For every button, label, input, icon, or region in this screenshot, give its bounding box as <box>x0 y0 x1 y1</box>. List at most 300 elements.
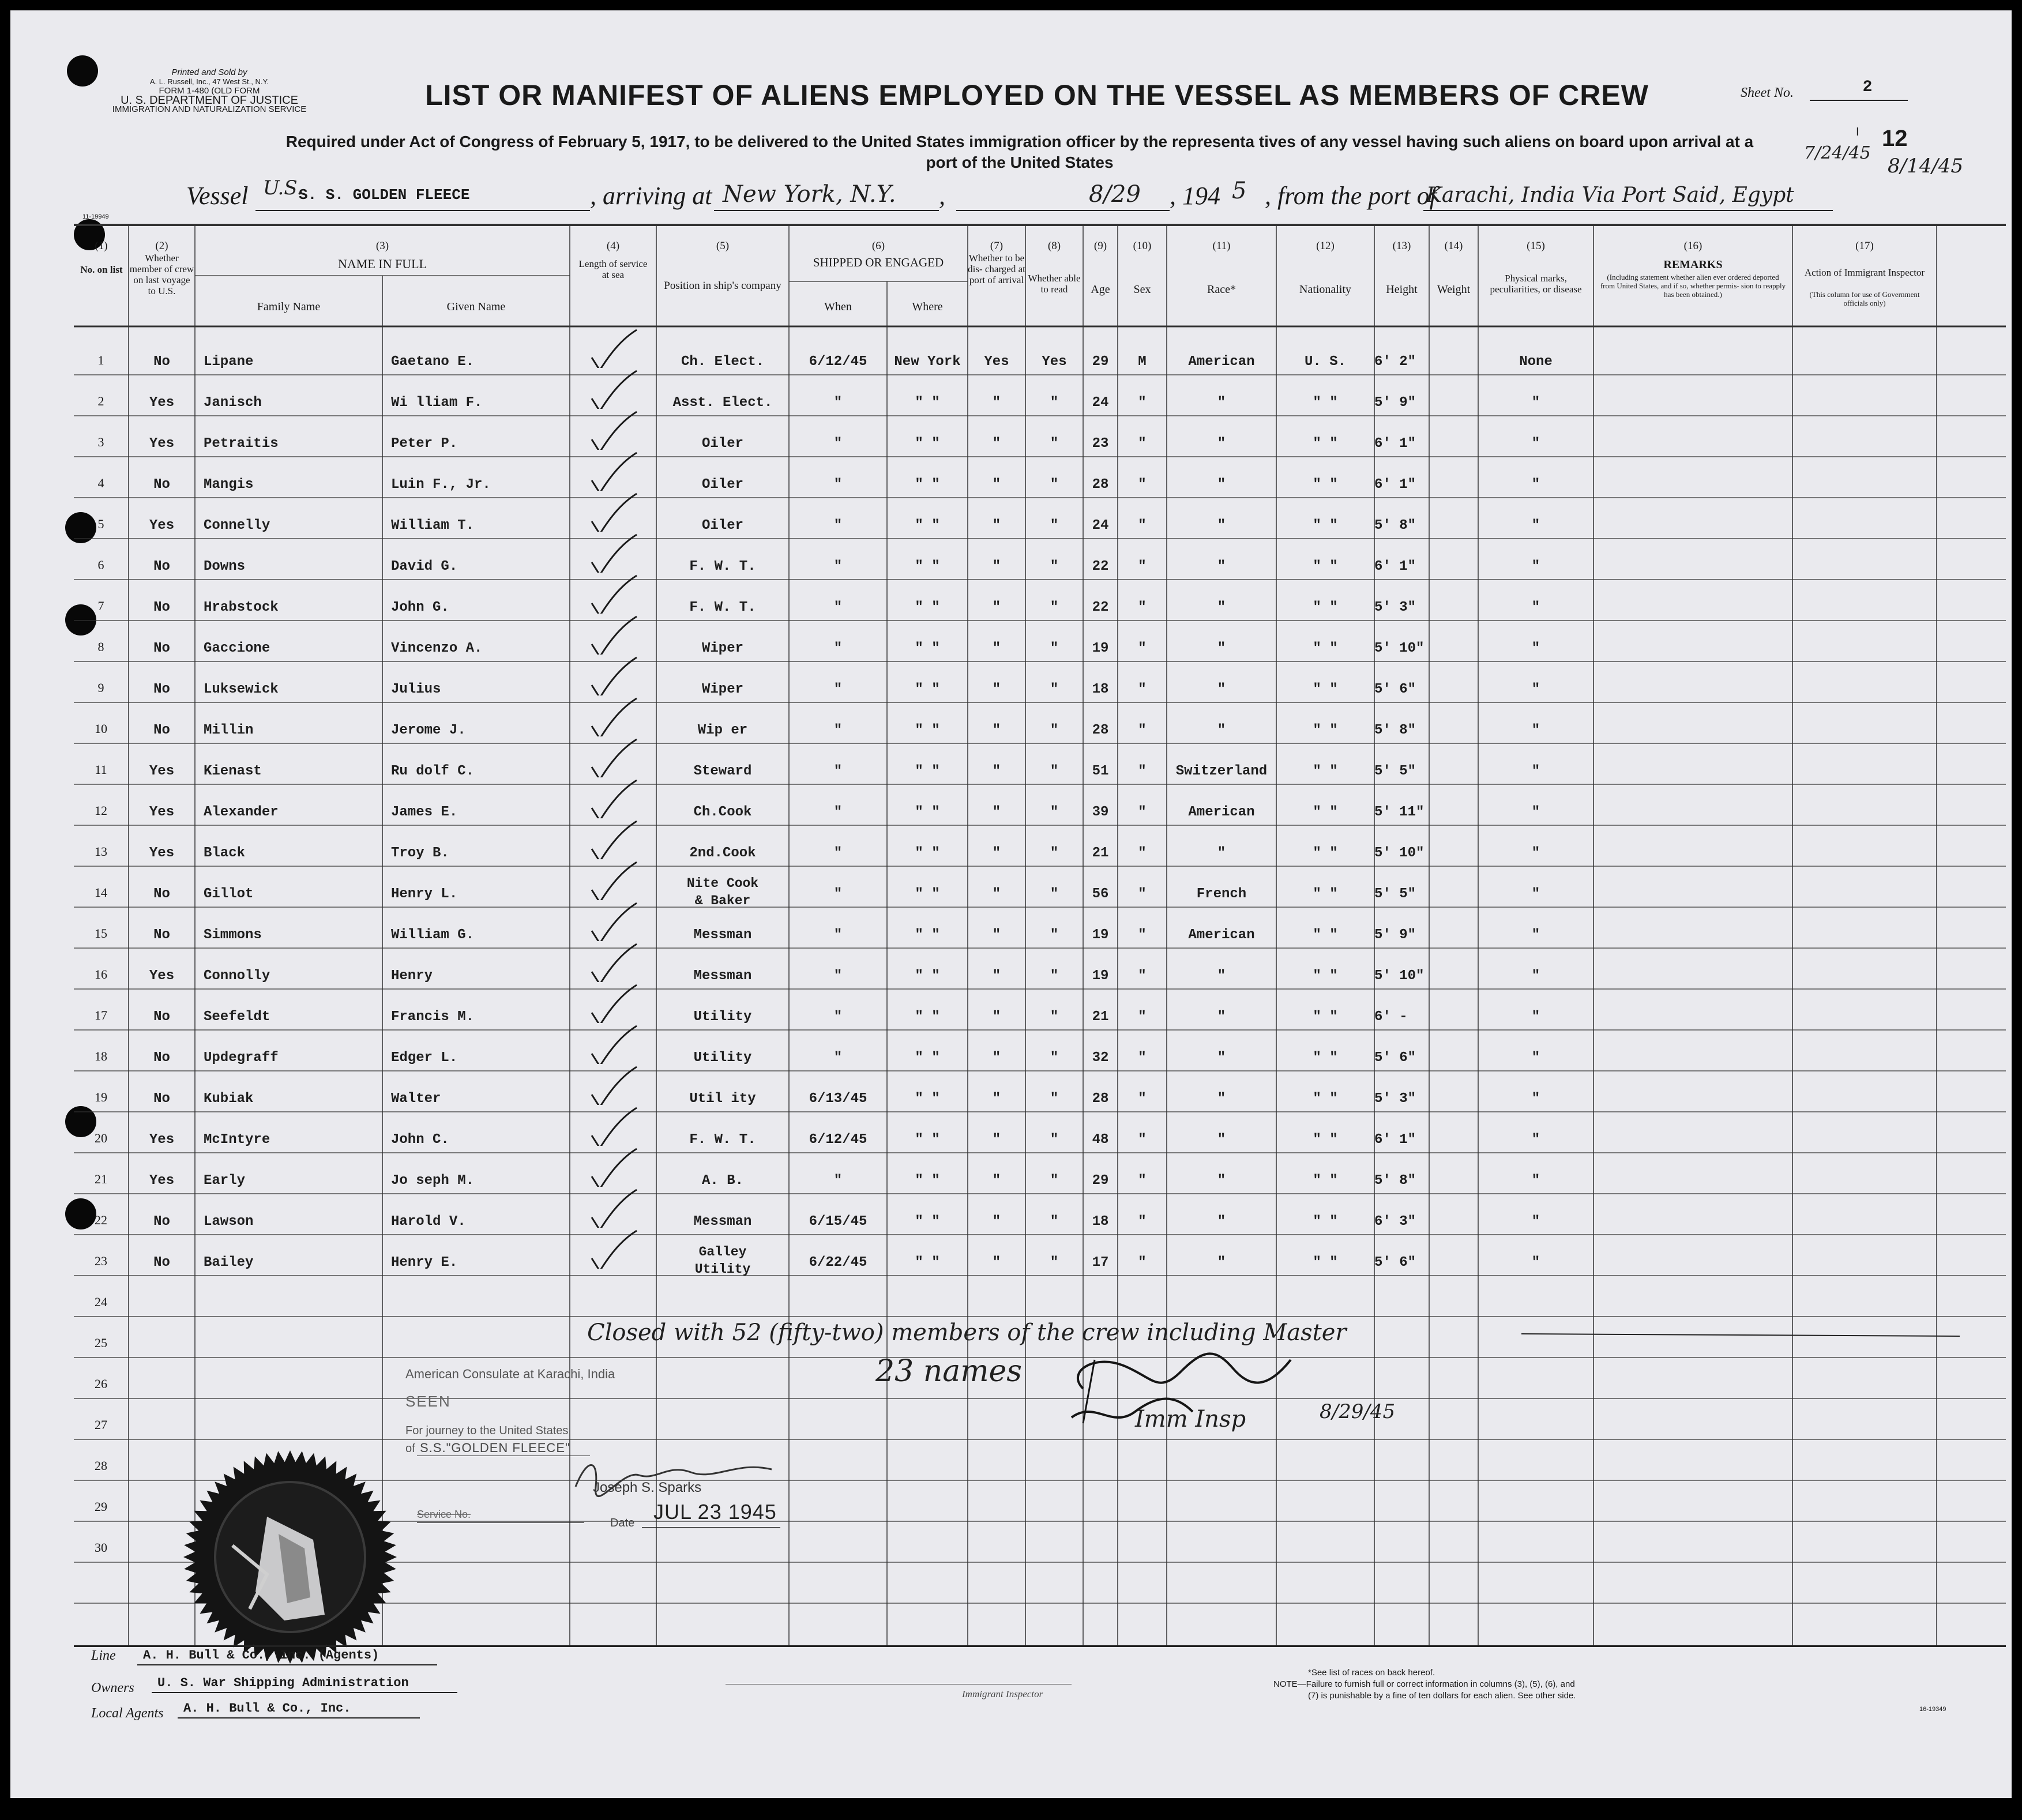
cell-height: 5' 5" <box>1374 764 1416 779</box>
cell-shipped-where: " " <box>915 1173 940 1189</box>
cell-given-name: John C. <box>391 1132 449 1148</box>
cell-discharged: " <box>992 1091 1001 1107</box>
cell-family-name: Janisch <box>204 395 262 411</box>
cell-shipped-when: " <box>833 968 843 984</box>
cell-height: 5' 8" <box>1374 723 1416 738</box>
document-title: LIST OR MANIFEST OF ALIENS EMPLOYED ON THE VESSEL AS MEMBERS OF CREW <box>425 79 1649 111</box>
count-note: 23 names <box>875 1354 1022 1389</box>
checkmark-icon <box>587 450 639 491</box>
cell-on-last-voyage: Yes <box>149 845 175 861</box>
cell-race: " <box>1217 682 1226 697</box>
vessel-name: S. S. GOLDEN FLEECE <box>299 186 470 204</box>
cell-physical-marks: " <box>1531 1214 1540 1229</box>
cell-nationality: " " <box>1313 600 1338 615</box>
cell-discharged: " <box>992 518 1001 533</box>
col10-header: Sex <box>1133 283 1151 296</box>
checkmark-icon <box>587 1146 639 1187</box>
cell-shipped-when: " <box>833 1173 843 1189</box>
cell-sex: " <box>1138 968 1147 984</box>
cell-position: Nite Cook & Baker <box>686 876 759 908</box>
cell-given-name: David G. <box>391 559 458 574</box>
row-number: 23 <box>95 1254 107 1268</box>
cell-given-name: James E. <box>391 804 458 820</box>
cell-nationality: " " <box>1313 1050 1338 1066</box>
cell-sex: " <box>1138 764 1147 779</box>
cell-able-to-read: " <box>1050 1255 1059 1270</box>
checkmark-icon <box>587 573 639 614</box>
checkmark-icon <box>587 860 639 900</box>
cell-age: 28 <box>1092 477 1109 492</box>
date-label: Date <box>610 1517 635 1529</box>
cell-shipped-where: " " <box>915 559 940 574</box>
cell-sex: " <box>1138 436 1147 452</box>
cell-shipped-when: " <box>833 395 843 411</box>
cell-discharged: " <box>992 559 1001 574</box>
cell-sex: " <box>1138 1214 1147 1229</box>
cell-age: 56 <box>1092 886 1109 902</box>
cell-on-last-voyage: No <box>153 1214 170 1229</box>
cell-given-name: Luin F., Jr. <box>391 477 491 492</box>
checkmark-icon <box>587 696 639 736</box>
cell-family-name: Lipane <box>204 354 254 370</box>
cell-shipped-when: " <box>833 764 843 779</box>
cell-height: 6' - <box>1374 1009 1408 1025</box>
form-code: 11-19949 <box>82 213 109 220</box>
arriving-port: New York, N.Y. <box>723 181 896 208</box>
row-number: 15 <box>95 926 107 941</box>
row-number: 9 <box>97 680 104 695</box>
cell-nationality: " " <box>1313 1132 1338 1148</box>
cell-family-name: Bailey <box>204 1255 254 1270</box>
cell-height: 5' 11" <box>1374 804 1425 820</box>
cell-on-last-voyage: No <box>153 1255 170 1270</box>
cell-able-to-read: " <box>1050 1091 1059 1107</box>
cell-sex: " <box>1138 477 1147 492</box>
cell-sex: " <box>1138 1255 1147 1270</box>
cell-shipped-where: " " <box>915 845 940 861</box>
col16-subheader: (Including statement whether alien ever ordered deported from United States, and if so, whether permis- sion to reapply has been obtained.) <box>1600 273 1786 299</box>
cell-age: 29 <box>1092 354 1109 370</box>
cell-discharged: " <box>992 682 1001 697</box>
cell-physical-marks: " <box>1531 968 1540 984</box>
agents-label: Local Agents <box>91 1706 164 1721</box>
service-number-label: Service No. <box>417 1509 471 1520</box>
cell-able-to-read: " <box>1050 886 1059 902</box>
cell-family-name: Alexander <box>204 804 279 820</box>
closing-note: Closed with 52 (fifty-two) members of the crew including Master <box>587 1319 1347 1346</box>
cell-able-to-read: " <box>1050 559 1059 574</box>
cell-age: 39 <box>1092 804 1109 820</box>
cell-age: 19 <box>1092 927 1109 943</box>
cell-shipped-where: " " <box>915 1214 940 1229</box>
cell-on-last-voyage: Yes <box>149 395 175 411</box>
row-number: 8 <box>97 640 104 654</box>
cell-family-name: McIntyre <box>204 1132 270 1148</box>
cell-on-last-voyage: Yes <box>149 804 175 820</box>
note-line-2: (7) is punishable by a fine of ten dollars for each alien. See other side. <box>1308 1691 1576 1701</box>
col9-header: Age <box>1091 283 1110 296</box>
cell-race: " <box>1217 1009 1226 1025</box>
col17-header: Action of Immigrant Inspector <box>1804 267 1925 278</box>
cell-physical-marks: " <box>1531 927 1540 943</box>
col1-header: No. on list <box>80 264 123 275</box>
row-number: 12 <box>95 803 107 818</box>
agents-underline <box>178 1717 420 1719</box>
cell-discharged: " <box>992 845 1001 861</box>
col4-header: Length of service at sea <box>578 258 648 280</box>
cell-family-name: Kubiak <box>204 1091 254 1107</box>
cell-family-name: Downs <box>204 559 246 574</box>
cell-shipped-when: " <box>833 682 843 697</box>
cell-height: 6' 1" <box>1374 436 1416 452</box>
row-number: 11 <box>95 762 107 777</box>
col3-num: (3) <box>375 240 389 252</box>
cell-shipped-when: " <box>833 723 843 738</box>
cell-family-name: Gillot <box>204 886 254 902</box>
row-number: 25 <box>95 1336 107 1350</box>
cell-race: " <box>1217 845 1226 861</box>
checkmark-icon <box>587 1187 639 1228</box>
cell-position: Util ity <box>689 1091 756 1107</box>
cell-shipped-when: 6/22/45 <box>809 1255 867 1270</box>
cell-sex: " <box>1138 518 1147 533</box>
cell-given-name: Gaetano E. <box>391 354 475 370</box>
cell-given-name: Vincenzo A. <box>391 641 483 656</box>
cell-position: Utility <box>693 1050 752 1066</box>
cell-able-to-read: " <box>1050 641 1059 656</box>
line-label: Line <box>91 1648 116 1663</box>
cell-nationality: " " <box>1313 559 1338 574</box>
checkmark-icon <box>587 778 639 818</box>
cell-race: " <box>1217 968 1226 984</box>
col15-header: Physical marks, peculiarities, or disease <box>1490 273 1582 295</box>
cell-position: F. W. T. <box>689 1132 756 1148</box>
cell-able-to-read: " <box>1050 1009 1059 1025</box>
cell-position: Messman <box>693 968 752 984</box>
cell-age: 18 <box>1092 682 1109 697</box>
row-number: 21 <box>95 1172 107 1186</box>
cell-given-name: Francis M. <box>391 1009 475 1025</box>
col16-header: REMARKS <box>1663 258 1723 271</box>
stamp-date: JUL 23 1945 <box>653 1500 777 1524</box>
row-number: 14 <box>95 885 107 900</box>
cell-given-name: Julius <box>391 682 441 697</box>
col3-header: NAME IN FULL <box>338 257 427 271</box>
cell-position: Ch.Cook <box>693 804 752 820</box>
cell-on-last-voyage: Yes <box>149 764 175 779</box>
cell-position: 2nd.Cook <box>689 845 756 861</box>
cell-position: Wiper <box>701 641 743 656</box>
printer-line-2: A. L. Russell, Inc., 47 West St., N.Y. <box>149 77 269 86</box>
cell-discharged: " <box>992 1132 1001 1148</box>
cell-position: Oiler <box>701 477 743 492</box>
col5-num: (5) <box>716 240 730 252</box>
checkmark-icon <box>587 368 639 409</box>
cell-sex: " <box>1138 1091 1147 1107</box>
cell-family-name: Seefeldt <box>204 1009 270 1025</box>
owners-value: U. S. War Shipping Administration <box>157 1676 409 1690</box>
checkmark-icon <box>587 1024 639 1064</box>
cell-race: American <box>1188 927 1255 943</box>
owners-underline <box>152 1692 457 1693</box>
cell-age: 19 <box>1092 641 1109 656</box>
row-number: 20 <box>95 1131 107 1145</box>
cell-on-last-voyage: No <box>153 641 170 656</box>
checkmark-icon <box>587 328 639 368</box>
cell-physical-marks: " <box>1531 641 1540 656</box>
cell-position: Oiler <box>701 436 743 452</box>
cell-discharged: " <box>992 1173 1001 1189</box>
line-underline <box>137 1664 437 1665</box>
subtitle-line-1: Required under Act of Congress of February 5, 1917, to be delivered to the United States immigration officer by the representa tives of any vessel having such aliens on board upon arrival at a <box>285 133 1754 151</box>
cell-position: Utility <box>693 1009 752 1025</box>
cell-race: " <box>1217 559 1226 574</box>
cell-age: 22 <box>1092 559 1109 574</box>
cell-race: Switzerland <box>1175 764 1268 779</box>
consulate-name: American Consulate at Karachi, India <box>405 1367 615 1381</box>
cell-shipped-where: New York <box>894 354 961 370</box>
cell-given-name: Jerome J. <box>391 723 466 738</box>
owners-label: Owners <box>91 1680 134 1695</box>
cell-age: 29 <box>1092 1173 1109 1189</box>
cell-given-name: Edger L. <box>391 1050 458 1066</box>
cell-race: " <box>1217 518 1226 533</box>
of-label: of <box>405 1442 415 1455</box>
cell-on-last-voyage: No <box>153 559 170 574</box>
cell-shipped-where: " " <box>915 1132 940 1148</box>
cell-age: 18 <box>1092 1214 1109 1229</box>
cell-nationality: " " <box>1313 764 1338 779</box>
cell-height: 5' 9" <box>1374 927 1416 943</box>
comma: , <box>939 182 945 210</box>
col1-num: (1) <box>95 240 108 252</box>
cell-shipped-where: " " <box>915 600 940 615</box>
checkmark-icon <box>587 1065 639 1105</box>
cell-given-name: Ru dolf C. <box>391 764 475 779</box>
cell-nationality: " " <box>1313 641 1338 656</box>
vessel-prefix: U.S. <box>263 176 303 200</box>
cell-sex: " <box>1138 600 1147 615</box>
service-name: IMMIGRATION AND NATURALIZATION SERVICE <box>112 104 307 114</box>
inspector-initials: Imm Insp <box>1135 1406 1246 1432</box>
row-number: 3 <box>97 435 104 449</box>
cell-able-to-read: " <box>1050 1173 1059 1189</box>
cell-height: 6' 2" <box>1374 354 1416 370</box>
row-number: 24 <box>95 1295 107 1309</box>
cell-height: 5' 10" <box>1374 968 1425 984</box>
cell-sex: " <box>1138 641 1147 656</box>
cell-race: " <box>1217 436 1226 452</box>
cell-given-name: John G. <box>391 600 449 615</box>
cell-able-to-read: " <box>1050 518 1059 533</box>
cell-family-name: Lawson <box>204 1214 254 1229</box>
cell-position: A. B. <box>701 1173 743 1189</box>
cell-shipped-when: " <box>833 436 843 452</box>
cell-nationality: " " <box>1313 845 1338 861</box>
cell-age: 51 <box>1092 764 1109 779</box>
cell-age: 28 <box>1092 723 1109 738</box>
col17-num: (17) <box>1855 240 1874 252</box>
cell-race: " <box>1217 1173 1226 1189</box>
col6a-header: When <box>824 300 852 313</box>
cell-on-last-voyage: Yes <box>149 1132 175 1148</box>
cell-on-last-voyage: No <box>153 477 170 492</box>
cell-age: 22 <box>1092 600 1109 615</box>
col7-header: Whether to be dis- charged at port of arrival <box>968 253 1025 285</box>
cell-sex: " <box>1138 1050 1147 1066</box>
row-number: 5 <box>97 517 104 531</box>
col9-num: (9) <box>1093 240 1107 252</box>
col3b-header: Given Name <box>446 300 506 313</box>
cell-able-to-read: " <box>1050 436 1059 452</box>
cell-shipped-when: " <box>833 641 843 656</box>
cell-shipped-when: " <box>833 518 843 533</box>
col13-num: (13) <box>1392 240 1411 252</box>
cell-race: " <box>1217 477 1226 492</box>
cell-shipped-where: " " <box>915 641 940 656</box>
cell-on-last-voyage: No <box>153 886 170 902</box>
cell-physical-marks: " <box>1531 1132 1540 1148</box>
col2-num: (2) <box>155 240 168 252</box>
arriving-label: , arriving at <box>590 182 712 210</box>
cell-family-name: Kienast <box>204 764 262 779</box>
row-number: 30 <box>95 1540 107 1555</box>
cell-position: F. W. T. <box>689 600 756 615</box>
checkmark-icon <box>587 1228 639 1269</box>
checkmark-icon <box>587 737 639 777</box>
journey-text: For journey to the United States <box>405 1424 569 1437</box>
cell-height: 5' 3" <box>1374 1091 1416 1107</box>
cell-position: Asst. Elect. <box>672 395 773 411</box>
cell-race: " <box>1217 1214 1226 1229</box>
cell-shipped-when: " <box>833 845 843 861</box>
cell-age: 28 <box>1092 1091 1109 1107</box>
cell-able-to-read: " <box>1050 927 1059 943</box>
cell-family-name: Connolly <box>204 968 270 984</box>
cell-discharged: " <box>992 968 1001 984</box>
cell-nationality: " " <box>1313 682 1338 697</box>
cell-on-last-voyage: No <box>153 1050 170 1066</box>
cell-family-name: Luksewick <box>204 682 279 697</box>
corner-number: 12 <box>1882 126 1908 151</box>
cell-position: Messman <box>693 1214 752 1229</box>
manifest-sheet <box>10 10 2012 1798</box>
cell-sex: " <box>1138 886 1147 902</box>
cell-shipped-where: " " <box>915 1091 940 1107</box>
cell-family-name: Petraitis <box>204 436 279 452</box>
note-date-2: 8/14/45 <box>1888 155 1964 178</box>
cell-race: " <box>1217 1091 1226 1107</box>
cell-physical-marks: " <box>1531 559 1540 574</box>
cell-nationality: " " <box>1313 518 1338 533</box>
cell-shipped-where: " " <box>915 886 940 902</box>
seen-stamp: SEEN <box>405 1393 451 1410</box>
cell-shipped-when: " <box>833 886 843 902</box>
cell-discharged: " <box>992 764 1001 779</box>
cell-height: 5' 3" <box>1374 600 1416 615</box>
cell-nationality: " " <box>1313 927 1338 943</box>
races-note: *See list of races on back hereof. <box>1308 1668 1435 1678</box>
cell-physical-marks: " <box>1531 723 1540 738</box>
cell-race: " <box>1217 1132 1226 1148</box>
cell-shipped-where: " " <box>915 1009 940 1025</box>
cell-race: American <box>1188 804 1255 820</box>
cell-height: 5' 10" <box>1374 845 1425 861</box>
cell-age: 24 <box>1092 518 1109 533</box>
cell-shipped-when: " <box>833 927 843 943</box>
cell-sex: " <box>1138 682 1147 697</box>
cell-able-to-read: " <box>1050 845 1059 861</box>
cell-discharged: " <box>992 477 1001 492</box>
cell-nationality: " " <box>1313 1091 1338 1107</box>
row-number: 17 <box>95 1008 107 1022</box>
checkmark-icon <box>587 983 639 1023</box>
cell-on-last-voyage: No <box>153 354 170 370</box>
consul-officer: Joseph S. Sparks <box>593 1480 702 1495</box>
cell-physical-marks: " <box>1531 395 1540 411</box>
cell-able-to-read: " <box>1050 723 1059 738</box>
cell-physical-marks: " <box>1531 1091 1540 1107</box>
col14-num: (14) <box>1444 240 1463 252</box>
cell-physical-marks: " <box>1531 804 1540 820</box>
cell-nationality: U. S. <box>1304 354 1346 370</box>
cell-shipped-where: " " <box>915 682 940 697</box>
cell-discharged: " <box>992 886 1001 902</box>
cell-physical-marks: " <box>1531 886 1540 902</box>
cell-physical-marks: " <box>1531 1050 1540 1066</box>
from-port: Karachi, India Via Port Said, Egypt <box>1426 183 1794 207</box>
col14-header: Weight <box>1437 283 1471 296</box>
cell-family-name: Hrabstock <box>204 600 279 615</box>
cell-height: 6' 1" <box>1374 1132 1416 1148</box>
cell-height: 5' 9" <box>1374 395 1416 411</box>
cell-sex: " <box>1138 1173 1147 1189</box>
col10-num: (10) <box>1133 240 1152 252</box>
cell-position: Messman <box>693 927 752 943</box>
cell-able-to-read: " <box>1050 1050 1059 1066</box>
cell-position: Galley Utility <box>694 1244 751 1277</box>
cell-discharged: " <box>992 436 1001 452</box>
cell-given-name: Wi lliam F. <box>391 395 483 411</box>
col8-num: (8) <box>1047 240 1061 252</box>
consular-seal <box>181 1447 400 1667</box>
cell-given-name: Peter P. <box>391 436 458 452</box>
col15-num: (15) <box>1527 240 1545 252</box>
note-line-1: NOTE—Failure to furnish full or correct information in columns (3), (5), (6), and <box>1273 1679 1575 1689</box>
cell-discharged: " <box>992 927 1001 943</box>
cell-able-to-read: " <box>1050 1214 1059 1229</box>
cell-shipped-where: " " <box>915 804 940 820</box>
cell-nationality: " " <box>1313 1009 1338 1025</box>
cell-sex: M <box>1138 354 1147 370</box>
cell-able-to-read: " <box>1050 477 1059 492</box>
row-number: 10 <box>95 721 107 736</box>
checkmark-icon <box>587 409 639 450</box>
cell-shipped-where: " " <box>915 1255 940 1270</box>
cell-race: French <box>1196 886 1247 902</box>
cell-age: 17 <box>1092 1255 1109 1270</box>
cell-shipped-where: " " <box>915 436 940 452</box>
cell-able-to-read: " <box>1050 682 1059 697</box>
row-number: 13 <box>95 844 107 859</box>
service-underline <box>417 1522 584 1523</box>
cell-family-name: Connelly <box>204 518 270 533</box>
cell-position: Oiler <box>701 518 743 533</box>
cell-nationality: " " <box>1313 477 1338 492</box>
col7-num: (7) <box>990 240 1004 252</box>
cell-age: 19 <box>1092 968 1109 984</box>
cell-race: " <box>1217 1255 1226 1270</box>
